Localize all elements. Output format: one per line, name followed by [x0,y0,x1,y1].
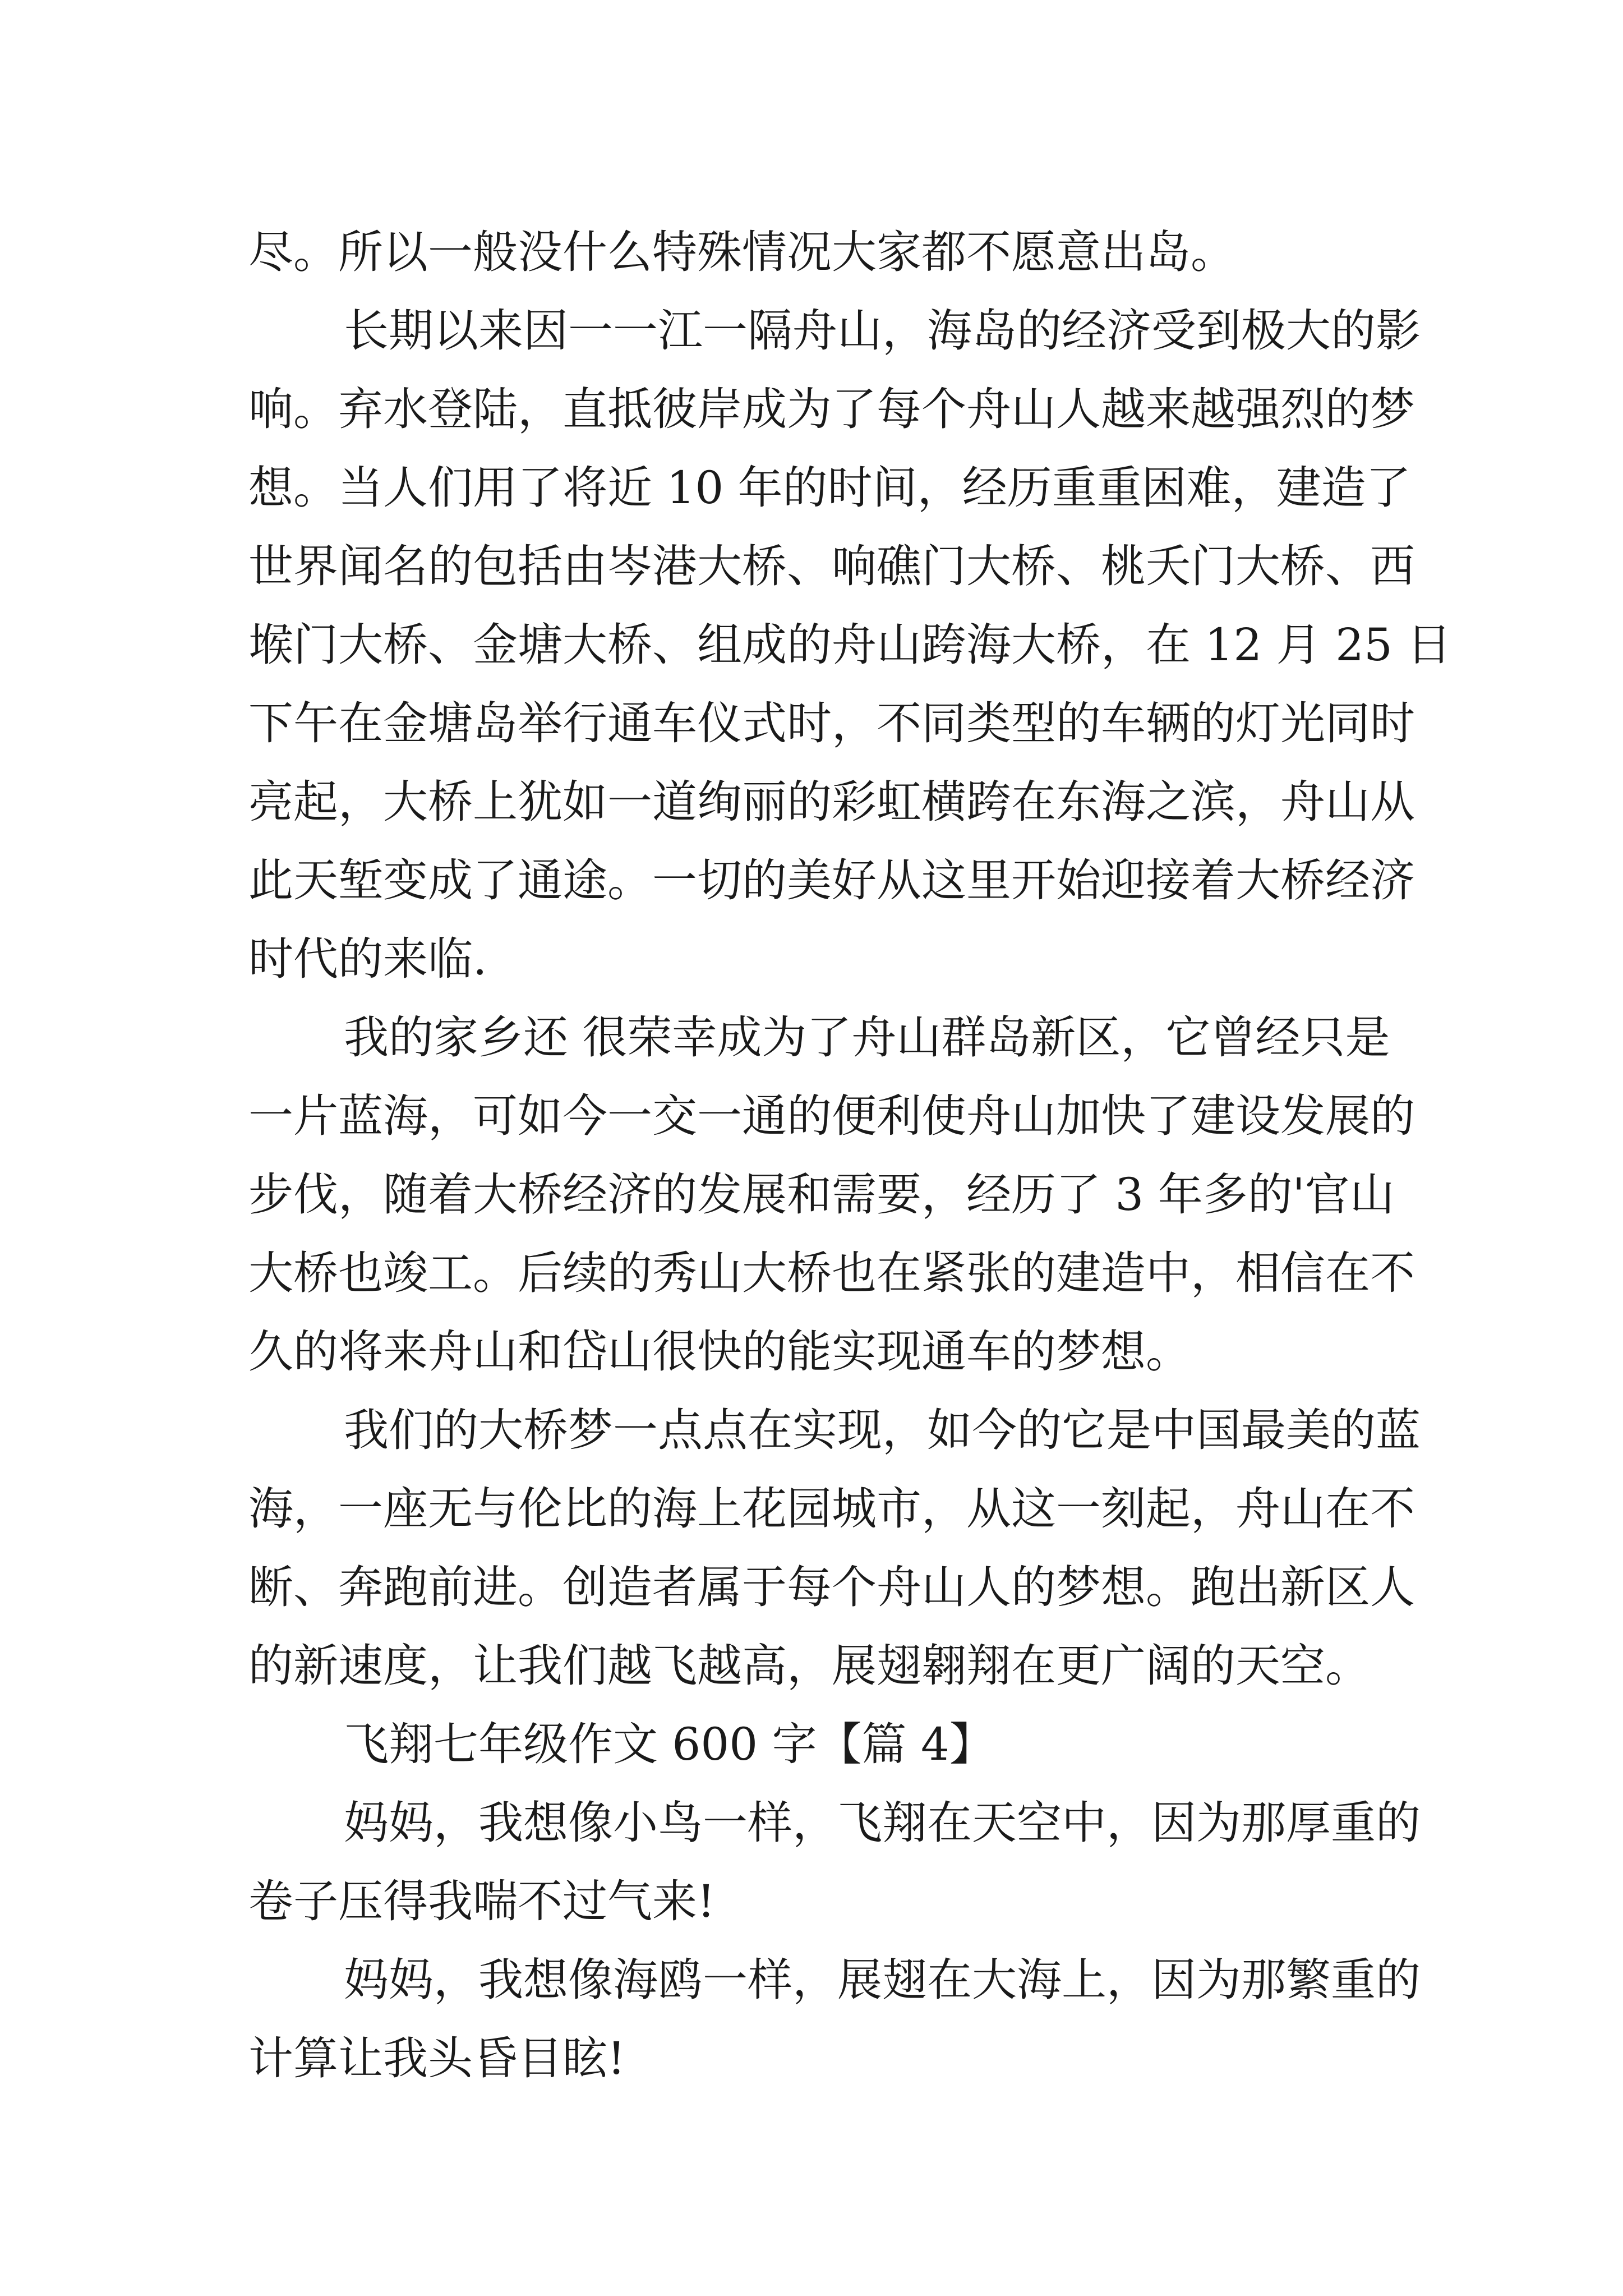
section-heading [248,1705,1376,1784]
text-line: 尽。所以一般没什么特殊情况大家都不愿意出岛。 [248,226,1235,278]
text-line: 海，一座无与伦比的海上花园城市，从这一刻起，舟山在不 [248,1483,1415,1535]
text-line: 我们的大桥梦一点点在实现，如今的它是中国最美的蓝 [344,1404,1421,1456]
text-line: 断、奔跑前进。创造者属于每个舟山人的梦想。跑出新区人 [248,1561,1415,1613]
paragraph [248,1941,1421,2098]
text-line: 响。弃水登陆，直抵彼岸成为了每个舟山人越来越强烈的梦 [248,383,1415,435]
document-body [248,213,1452,2098]
text-line: 时代的来临. [248,933,487,985]
text-line: 堠门大桥、金塘大桥、组成的舟山跨海大桥，在 12 月 25 日 [248,619,1452,671]
text-line: 步伐，随着大桥经济的发展和需要，经历了 3 年多的'官山 [248,1168,1395,1221]
text-line: 大桥也竣工。后续的秀山大桥也在紧张的建造中，相信在不 [248,1247,1415,1299]
text-line: 妈妈，我想像海鸥一样，展翅在大海上，因为那繁重的 [344,1954,1421,2006]
text-line: 下午在金塘岛举行通车仪式时，不同类型的车辆的灯光同时 [248,697,1415,749]
text-line: 飞翔七年级作文 600 字【篇 4】 [344,1718,994,1770]
paragraph [248,292,1452,999]
text-line: 想。当人们用了将近 10 年的时间，经历重重困难，建造了 [248,462,1411,514]
text-line: 亮起，大桥上犹如一道绚丽的彩虹横跨在东海之滨，舟山从 [248,776,1415,828]
paragraph [248,1391,1421,1705]
paragraph [248,999,1415,1391]
text-line: 久的将来舟山和岱山很快的能实现通车的梦想。 [248,1326,1191,1378]
text-line: 我的家乡还 很荣幸成为了舟山群岛新区，它曾经只是 [344,1011,1390,1064]
text-line: 一片蓝海，可如今一交一通的便利使舟山加快了建设发展的 [248,1090,1415,1142]
paragraph [248,1784,1421,1941]
text-line: 此天堑变成了通途。一切的美好从这里开始迎接着大桥经济 [248,854,1415,907]
text-line: 卷子压得我喘不过气来! [248,1875,716,1927]
text-line: 计算让我头昏目眩! [248,2032,626,2085]
text-line: 的新速度，让我们越飞越高，展翅翱翔在更广阔的天空。 [248,1640,1370,1692]
text-line: 长期以来因一一江一隔舟山，海岛的经济受到极大的影 [344,305,1421,357]
paragraph [248,213,1376,292]
text-line: 妈妈，我想像小鸟一样，飞翔在天空中，因为那厚重的 [344,1797,1421,1849]
text-line: 世界闻名的包括由岑港大桥、响礁门大桥、桃夭门大桥、西 [248,540,1415,592]
